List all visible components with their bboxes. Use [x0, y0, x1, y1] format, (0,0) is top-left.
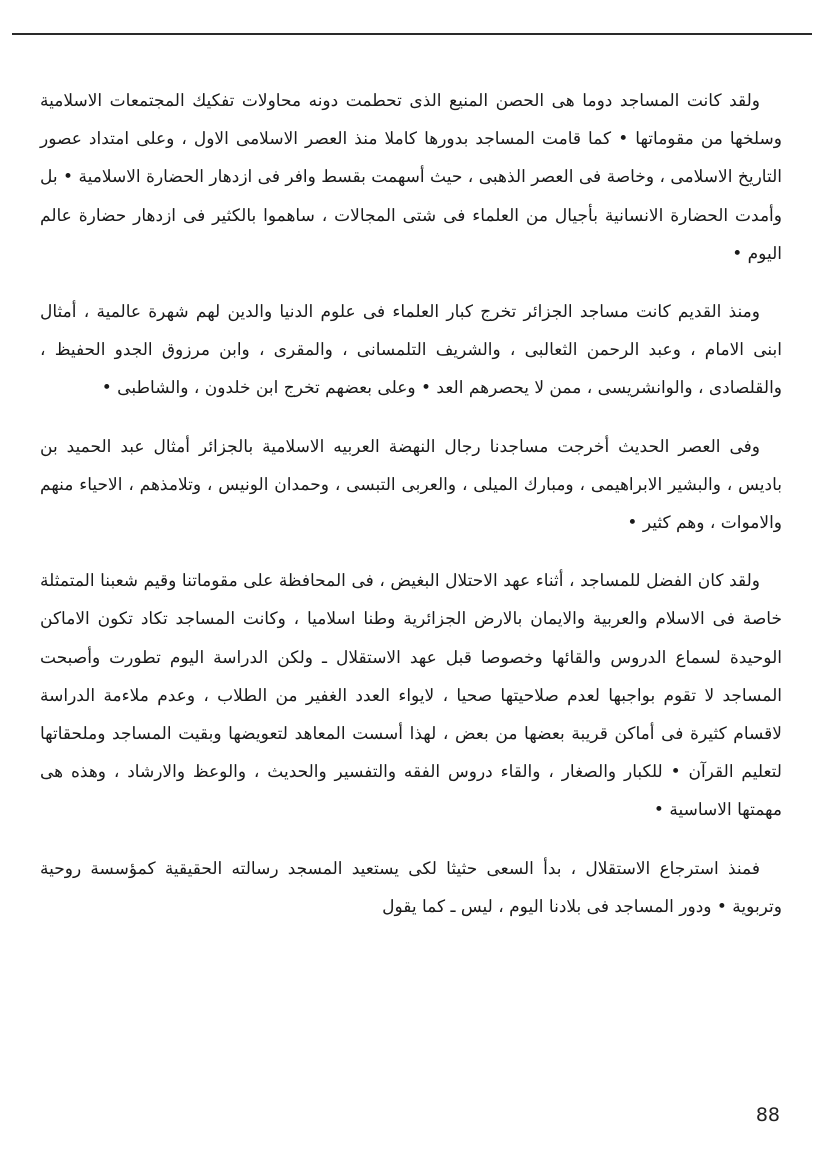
- paragraph-2-text: ومنذ القديم كانت مساجد الجزائر تخرج كبار العلماء فى علوم الدنيا والدين لهم شهرة عالمية ، أمثال ابنى الامام ، وعبد الرحمن الثعالبى ، والشريف التلمسانى ، والمقرى ، وابن مرزوق الجدو الحفيظ ، والقلصادى ، والوانشريسى ، ممن لا يحصرهم العد • وعلى بعضهم تخرج ابن خلدون ، والشاطبى •: [40, 302, 782, 399]
- page-number: 88: [755, 1104, 780, 1126]
- paragraph-3: [40, 428, 782, 543]
- paragraph-1: [40, 82, 782, 273]
- paragraph-1-text: ولقد كانت المساجد دوما هى الحصن المنيع الذى تحطمت دونه محاولات تفكيك المجتمعات الاسلامية وسلخها من مقوماتها • كما قامت المساجد بدورها كاملا منذ العصر الاسلامى الاول ، وعلى امتداد عصور التاريخ الاسلامى ، وخاصة فى العصر الذهبى ، حيث أسهمت بقسط وافر فى ازدهار الحضارة الاسلامية • بل وأمدت الحضارة الانسانية بأجيال من العلماء فى شتى المجالات ، ساهموا بالكثير فى ازدهار حضارة عالم اليوم •: [40, 91, 782, 264]
- paragraph-5: [40, 850, 782, 926]
- paragraph-5-text: فمنذ استرجاع الاستقلال ، بدأ السعى حثيثا لكى يستعيد المسجد رسالته الحقيقية كمؤسسة روحية وتربوية • ودور المساجد فى بلادنا اليوم ، ليس ـ كما يقول: [40, 858, 782, 917]
- paragraph-4-text: ولقد كان الفضل للمساجد ، أثناء عهد الاحتلال البغيض ، فى المحافظة على مقوماتنا وقيم شعبنا المتمثلة خاصة فى الاسلام والعربية والايمان بالارض الجزائرية وطنا اسلاميا ، وكانت المساجد تكاد تكون الاماكن الوحيدة لسماع الدروس والقائها وخصوصا قبل عهد الاستقلال ـ ولكن الدراسة اليوم تطورت وأصبحت المساجد لا تقوم بواجبها لعدم صلاحيتها صحيا ، لايواء العدد الغفير من الطلاب ، وعدم ملاءمة الدراسة لاقسام كثيرة فى أماكن قريبة بعضها من بعض ، لهذا أسست المعاهد لتعويضها وبقيت المساجد وملحقاتها لتعليم القرآن • للكبار والصغار ، والقاء دروس الفقه والتفسير والحديث ، والوعظ والارشاد ، وهذه هى مهمتها الاساسية •: [40, 571, 782, 821]
- paragraph-2: [40, 293, 782, 408]
- paragraph-3-text: وفى العصر الحديث أخرجت مساجدنا رجال النهضة العربيه الاسلامية بالجزائر أمثال عبد الحميد بن باديس ، والبشير الابراهيمى ، ومبارك الميلى ، والعربى التبسى ، وحمدان الونيس ، وتلامذهم ، الاحياء منهم والاموات ، وهم كثير •: [40, 436, 782, 534]
- page-body: [40, 82, 782, 926]
- top-rule: [12, 33, 812, 35]
- paragraph-4: [40, 562, 782, 829]
